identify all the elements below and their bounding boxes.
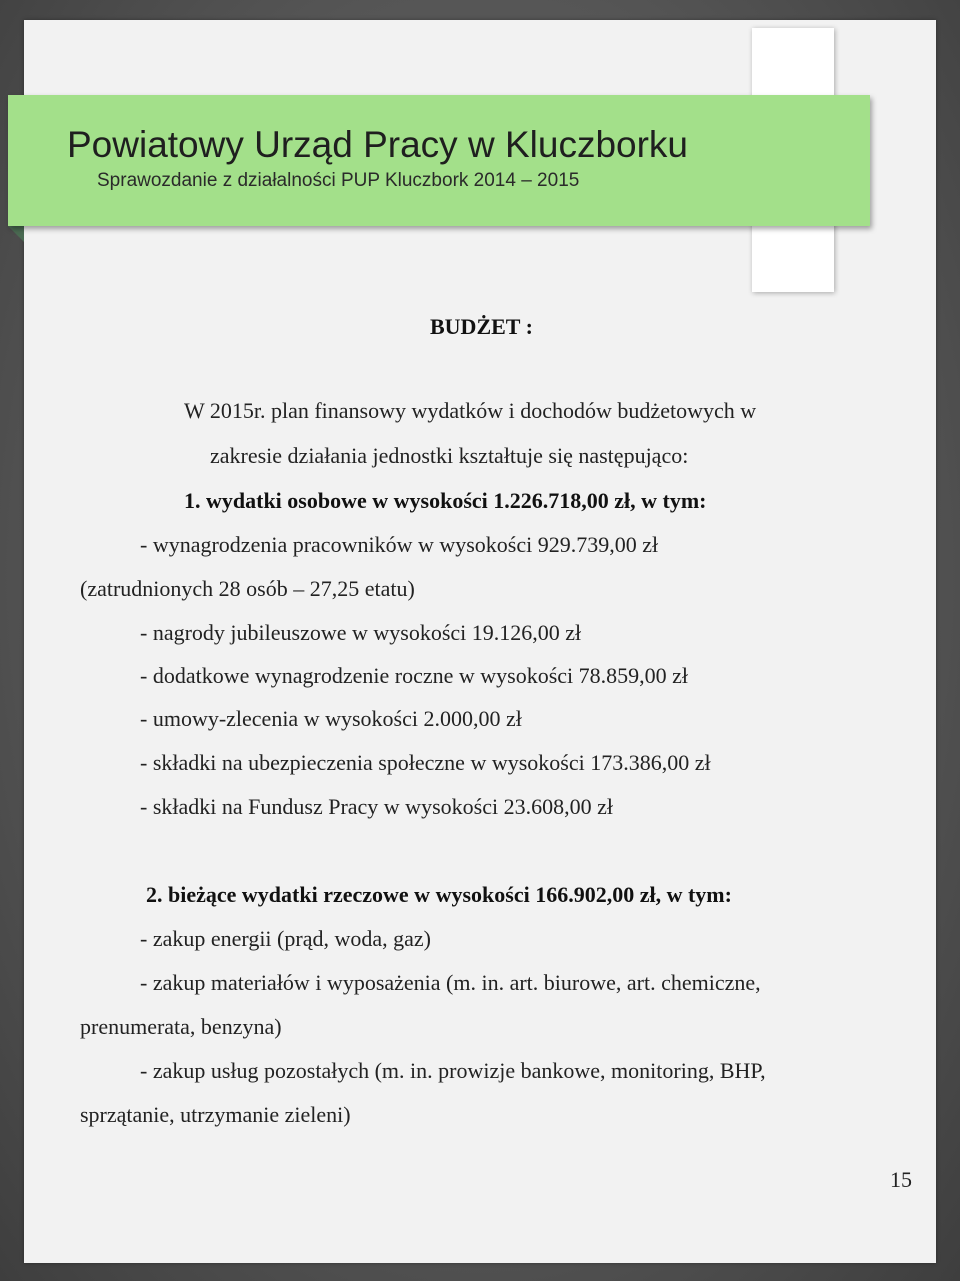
list-item: - składki na Fundusz Pracy w wysokości 23.608,00 zł [140,794,613,819]
section-1-title: 1. wydatki osobowe w wysokości 1.226.718,00 zł, w tym: [184,488,707,513]
list-item: - zakup materiałów i wyposażenia (m. in. art. biurowe, art. chemiczne, [140,970,761,995]
section-2-title: 2. bieżące wydatki rzeczowe w wysokości 166.902,00 zł, w tym: [146,882,732,907]
page-number: 15 [890,1167,912,1192]
list-item: - dodatkowe wynagrodzenie roczne w wysokości 78.859,00 zł [140,663,689,688]
list-item: - wynagrodzenia pracowników w wysokości 929.739,00 zł [140,532,659,557]
list-item: - umowy-zlecenia w wysokości 2.000,00 zł [140,706,522,731]
intro-line: zakresie działania jednostki kształtuje się następująco: [210,443,689,468]
banner-fold [8,226,24,242]
list-item: prenumerata, benzyna) [80,1014,282,1039]
intro-line: W 2015r. plan finansowy wydatków i dochodów budżetowych w [184,398,757,423]
page-title: Powiatowy Urząd Pracy w Kluczborku [67,124,688,165]
page-subtitle: Sprawozdanie z działalności PUP Kluczbork 2014 – 2015 [97,170,580,191]
budget-heading: BUDŻET : [430,314,533,339]
list-item: - zakup energii (prąd, woda, gaz) [140,926,431,951]
list-item: - nagrody jubileuszowe w wysokości 19.126,00 zł [140,620,582,645]
list-item: sprzątanie, utrzymanie zieleni) [80,1102,351,1127]
list-item: - składki na ubezpieczenia społeczne w wysokości 173.386,00 zł [140,750,711,775]
list-item: - zakup usług pozostałych (m. in. prowizje bankowe, monitoring, BHP, [140,1058,766,1083]
list-item: (zatrudnionych 28 osób – 27,25 etatu) [80,576,415,601]
